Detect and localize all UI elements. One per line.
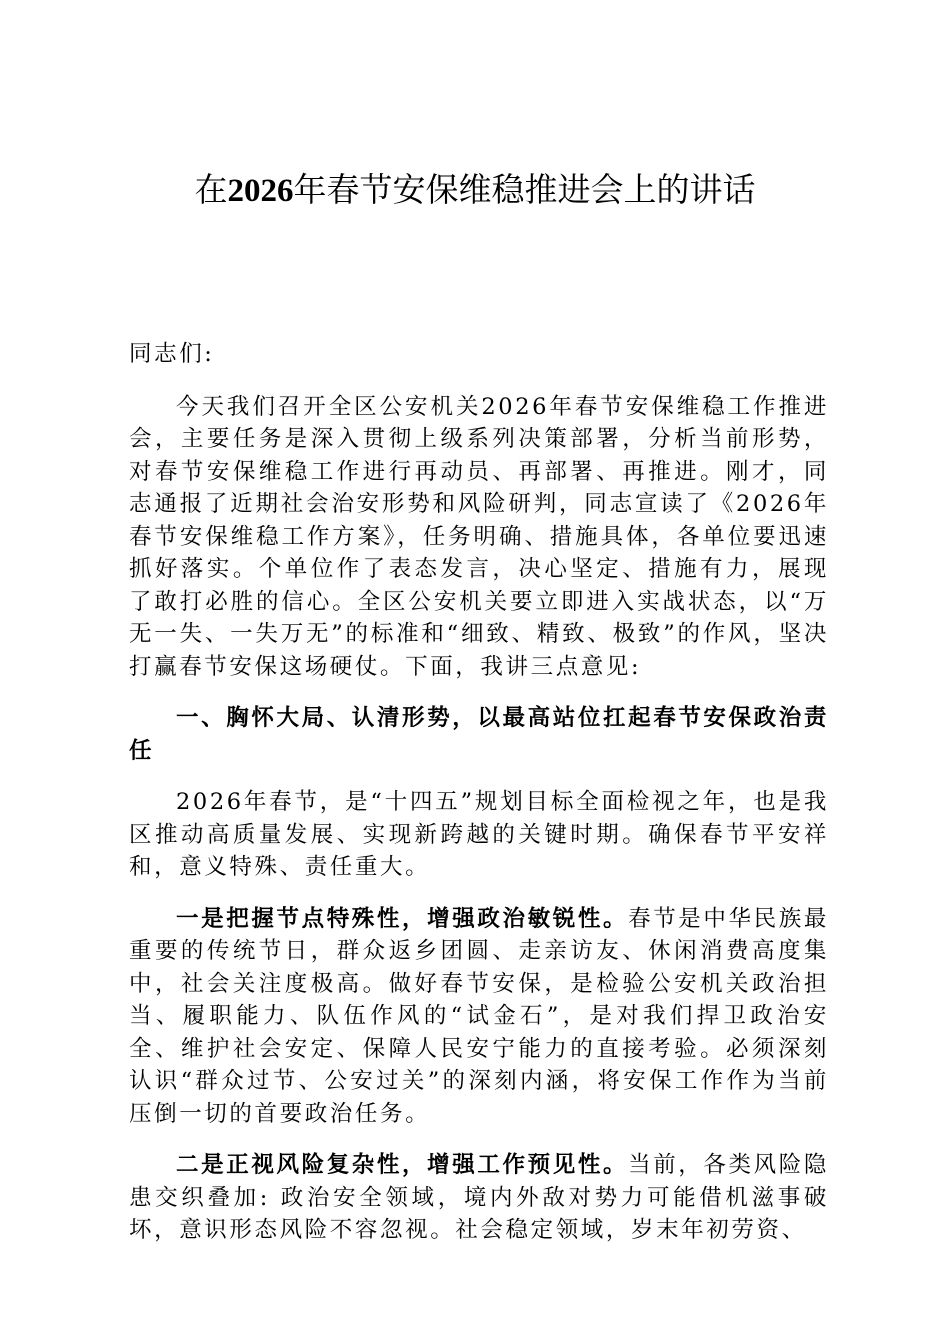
point-2-paragraph [129,1149,829,1247]
greeting: 同志们: [129,341,215,367]
point-2-lead: 二是正视风险复杂性，增强工作预见性。 [176,1152,629,1178]
point-2-text: 当前，各类风险隐患交织叠加: 政治安全领域，境内外敌对势力可能借机滋事破坏，意识形态风险不容忽视。社会稳定领域，岁末年初劳资、 [129,1152,829,1243]
title-year: 2026 [227,173,294,209]
document-title [0,168,950,213]
point-1-text: 春节是中华民族最重要的传统节日，群众返乡团圆、走亲访友、休闲消费高度集中，社会关注度极高。做好春节安保，是检验公安机关政治担当、履职能力、队伍作风的“试金石”，是对我们捍卫政治安全、维护社会安定、保障人民安宁能力的直接考验。必须深刻认识“群众过节、公安过关”的深刻内涵，将安保工作作为当前压倒一切的首要政治任务。 [129,905,829,1127]
intro-paragraph: 今天我们召开全区公安机关2026年春节安保维稳工作推进会，主要任务是深入贯彻上级系列决策部署，分析当前形势，对春节安保维稳工作进行再动员、再部署、再推进。刚才，同志通报了近期社会治安形势和风险研判，同志宣读了《2026年春节安保维稳工作方案》，任务明确、措施具体，各单位要迅速抓好落实。个单位作了表态发言，决心坚定、措施有力，展现了敢打必胜的信心。全区公安机关要立即进入实战状态，以“万无一失、一失万无”的标准和“细致、精致、极致”的作风，坚决打赢春节安保这场硬仗。下面，我讲三点意见: [129,393,829,680]
section-1-intro-paragraph: 2026年春节，是“十四五”规划目标全面检视之年，也是我区推动高质量发展、实现新跨越的关键时期。确保春节平安祥和，意义特殊、责任重大。 [129,789,829,880]
point-1-paragraph [129,903,829,1131]
document-body [129,338,829,1247]
title-suffix: 年春节安保维稳推进会上的讲话 [293,170,756,209]
section-heading-1: 一、胸怀大局、认清形势，以最高站位扛起春节安保政治责任 [129,705,829,764]
point-1-lead: 一是把握节点特殊性，增强政治敏锐性。 [176,905,629,932]
title-prefix: 在 [194,170,228,209]
